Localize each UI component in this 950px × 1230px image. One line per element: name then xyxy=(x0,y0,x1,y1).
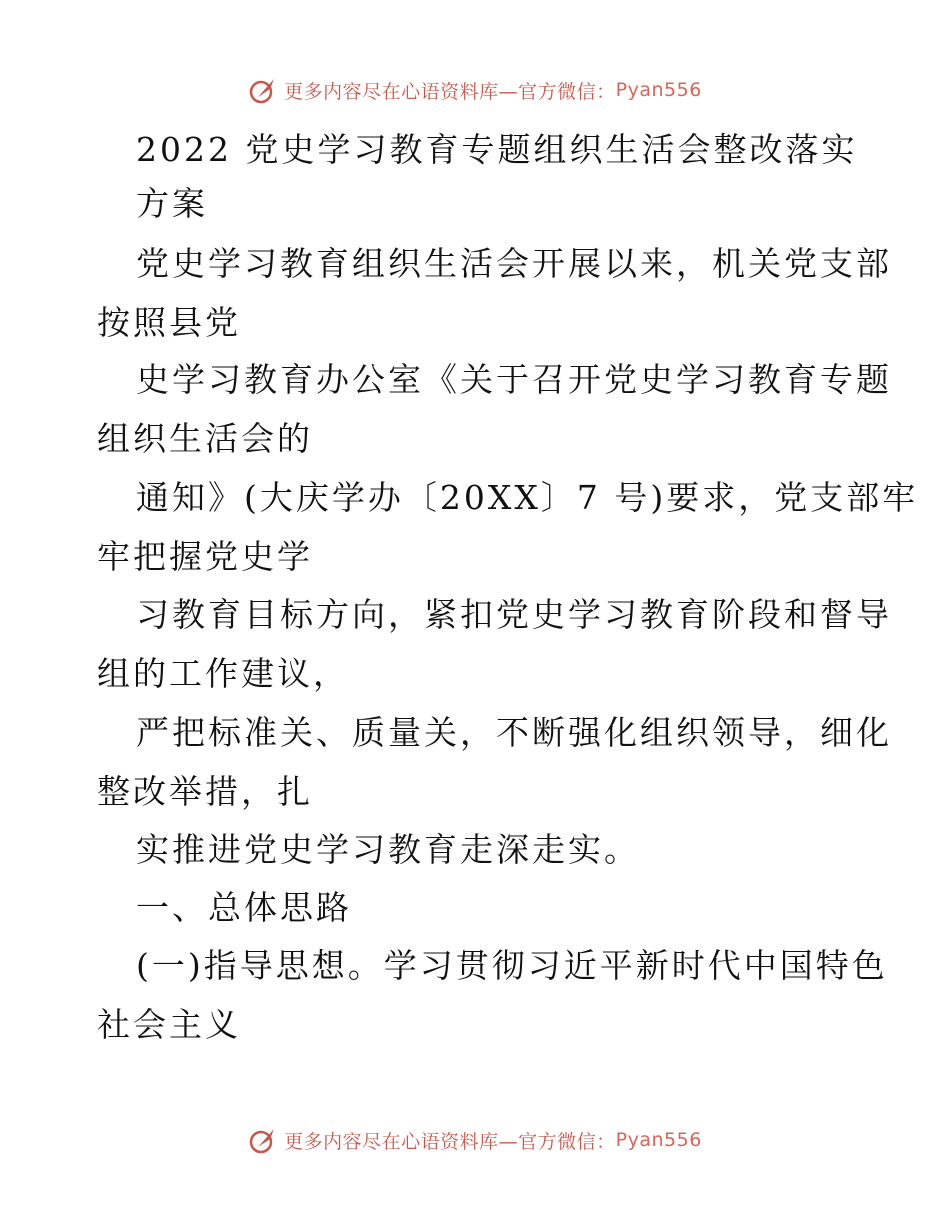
feather-pen-logo-icon xyxy=(248,75,278,105)
paragraph-line: 党史学习教育组织生活会开展以来，机关党支部 xyxy=(136,244,892,283)
document-title-line-2: 方案 xyxy=(136,184,208,223)
paragraph-line: (一)指导思想。学习贯彻习近平新时代中国特色 xyxy=(136,946,888,985)
watermark-text: 更多内容尽在心语资料库—官方微信： xyxy=(284,80,616,103)
watermark-text: 更多内容尽在心语资料库—官方微信： xyxy=(284,1130,616,1153)
paragraph-line: 按照县党 xyxy=(97,303,241,342)
paragraph-line: 史学习教育办公室《关于召开党史学习教育专题 xyxy=(136,360,892,399)
paragraph-line: 严把标准关、质量关，不断强化组织领导，细化 xyxy=(136,713,892,752)
feather-pen-logo-icon xyxy=(248,1125,278,1155)
paragraph-line: 整改举措，扎 xyxy=(97,772,313,811)
paragraph-line: 牢把握党史学 xyxy=(97,537,313,576)
watermark-handle: Pyan556 xyxy=(615,79,702,101)
watermark-handle: Pyan556 xyxy=(615,1129,702,1151)
paragraph-line: 组的工作建议， xyxy=(97,654,349,693)
paragraph-line: 习教育目标方向，紧扣党史学习教育阶段和督导 xyxy=(136,595,892,634)
footer-watermark xyxy=(0,1120,950,1160)
paragraph-line: 组织生活会的 xyxy=(97,419,313,458)
paragraph-line: 通知》(大庆学办〔20XX〕7 号)要求，党支部牢 xyxy=(136,478,919,517)
paragraph-line: 社会主义 xyxy=(97,1005,241,1044)
header-watermark xyxy=(0,70,950,110)
document-title-line-1: 2022 党史学习教育专题组织生活会整改落实 xyxy=(136,130,858,169)
section-heading: 一、总体思路 xyxy=(136,888,352,927)
paragraph-line: 实推进党史学习教育走深走实。 xyxy=(136,830,640,869)
